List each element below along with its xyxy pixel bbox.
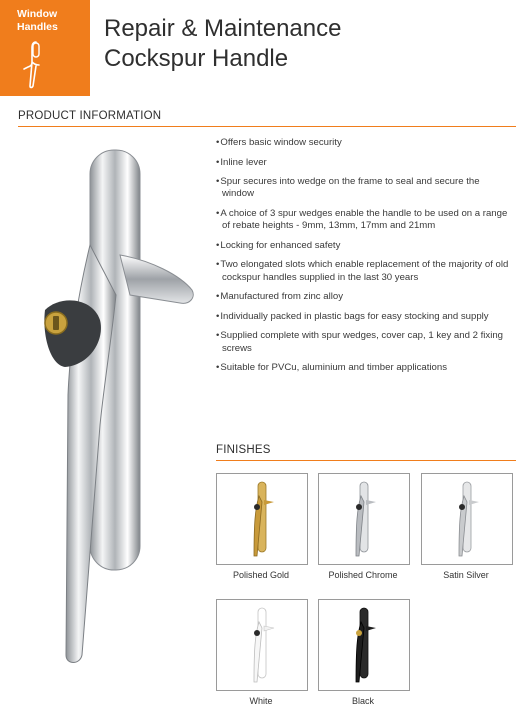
category-tab-line1: Window xyxy=(17,8,58,20)
list-item: • Offers basic window security xyxy=(216,137,514,149)
finish-card-polished-chrome xyxy=(318,473,410,565)
handle-thumbnail-icon xyxy=(319,474,409,564)
handle-thumbnail-icon xyxy=(217,474,307,564)
finish-card-polished-gold xyxy=(216,473,308,565)
finish-label-polished-gold: Polished Gold xyxy=(232,570,290,580)
list-item: • A choice of 3 spur wedges enable the handle to be used on a range of rebate heights - 9mm, 13mm, 17mm and 21mm xyxy=(216,208,514,232)
finish-label-satin-silver: Satin Silver xyxy=(443,570,489,580)
list-item: • Spur secures into wedge on the frame to seal and secure the window xyxy=(216,176,514,200)
category-tab xyxy=(0,0,90,96)
product-info-list xyxy=(216,137,514,382)
finish-card-satin-silver xyxy=(421,473,513,565)
window-handle-icon xyxy=(22,40,52,90)
finish-label-white: White xyxy=(249,696,273,706)
handle-thumbnail-icon xyxy=(217,600,307,690)
finish-card-black xyxy=(318,599,410,691)
list-item: • Locking for enhanced safety xyxy=(216,240,514,252)
finishes-divider xyxy=(216,460,516,461)
list-item: • Two elongated slots which enable replacement of the majority of old cockspur handles supplied in the last 30 years xyxy=(216,259,514,283)
finish-label-polished-chrome: Polished Chrome xyxy=(328,570,398,580)
category-tab-line2: Handles xyxy=(17,21,58,33)
title-line2: Cockspur Handle xyxy=(104,45,289,72)
title-line1: Repair & Maintenance xyxy=(104,15,342,42)
handle-thumbnail-icon xyxy=(422,474,512,564)
list-item: • Supplied complete with spur wedges, cover cap, 1 key and 2 fixing screws xyxy=(216,330,514,354)
handle-thumbnail-icon xyxy=(319,600,409,690)
product-info-heading: PRODUCT INFORMATION xyxy=(18,110,162,122)
finish-card-white xyxy=(216,599,308,691)
cockspur-handle-image xyxy=(20,135,200,675)
finishes-heading: FINISHES xyxy=(216,444,271,456)
product-info-divider xyxy=(18,126,516,127)
list-item: • Manufactured from zinc alloy xyxy=(216,291,514,303)
finish-label-black: Black xyxy=(351,696,374,706)
list-item: • Individually packed in plastic bags for easy stocking and supply xyxy=(216,311,514,323)
list-item: • Inline lever xyxy=(216,157,514,169)
list-item: • Suitable for PVCu, aluminium and timber applications xyxy=(216,362,514,374)
page-title xyxy=(104,14,341,74)
